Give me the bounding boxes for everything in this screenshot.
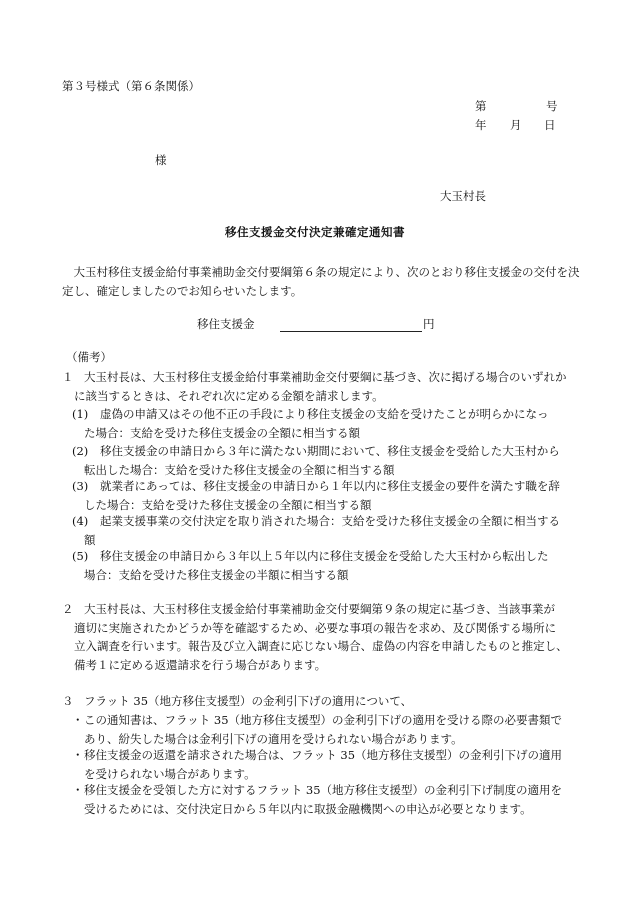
intro-paragraph: 大玉村移住支援金給付事業補助金交付要綱第６条の規定により、次のとおり移住支援金の交付を決定し、確定しましたのでお知らせいたします。 xyxy=(62,265,580,298)
note-1 xyxy=(62,368,582,405)
item-text: 虚偽の申請又はその他不正の手段により移住支援金の支給を受けたことが明らかになっ xyxy=(100,407,549,421)
date-day-label: 日 xyxy=(544,118,556,132)
document-number-prefix: 第 xyxy=(475,99,487,113)
bullet-text: 移住支援金を受領した方に対するフラット 35（地方移住支援型）の金利引下げ制度の適用を xyxy=(84,783,563,797)
note-3-bullet-2 xyxy=(72,746,582,783)
note-text: フラット 35（地方移住支援型）の金利引下げの適用について、 xyxy=(84,694,413,708)
note-1-item-5 xyxy=(72,547,582,584)
issuer-name: 大玉村長 xyxy=(440,189,486,203)
bullet-mark: ・ xyxy=(72,713,84,727)
note-text: 適切に実施されたかどうか等を確認するため、必要な事項の報告を求め、及び関係する場所に xyxy=(74,620,557,635)
date-month-label: 月 xyxy=(510,118,522,132)
item-number: (1) xyxy=(72,407,89,421)
item-number: (3) xyxy=(72,479,89,493)
bullet-text: あり、紛失した場合は金利引下げの適用を受けられない場合があります。 xyxy=(84,731,463,746)
amount-blank-line xyxy=(280,331,422,332)
note-2 xyxy=(62,600,582,674)
item-text: 転出した場合：支給を受けた移住支援金の全額に相当する額 xyxy=(84,462,395,477)
note-1-item-4 xyxy=(72,512,582,549)
note-number: ３ xyxy=(62,694,74,708)
item-text: 場合：支給を受けた移住支援金の半額に相当する額 xyxy=(84,567,349,582)
bullet-text: を受けられない場合があります。 xyxy=(84,766,256,781)
note-3 xyxy=(62,692,582,711)
bullet-text: 受けるためには、交付決定日から５年以内に取扱金融機関への申込が必要となります。 xyxy=(84,801,532,816)
note-1-item-1 xyxy=(72,405,582,442)
item-text: 起業支援事業の交付決定を取り消された場合：支給を受けた移住支援金の全額に相当する xyxy=(100,514,560,528)
bullet-text: この通知書は、フラット 35（地方移住支援型）の金利引下げの適用を受ける際の必要書類で xyxy=(84,713,563,727)
bullet-mark: ・ xyxy=(72,748,84,762)
addressee-honorific: 様 xyxy=(155,153,167,167)
document-number-suffix: 号 xyxy=(546,99,558,113)
document-title: 移住支援金交付決定兼確定通知書 xyxy=(225,225,405,239)
note-number: ２ xyxy=(62,602,74,616)
note-text: 立入調査を行います。報告及び立入調査に応じない場合、虚偽の内容を申請したものと推定し、 xyxy=(74,639,568,653)
amount-label: 移住支援金 xyxy=(197,317,255,331)
item-text: た場合：支給を受けた移住支援金の全額に相当する額 xyxy=(84,425,360,440)
bullet-text: 移住支援金の返還を請求された場合は、フラット 35（地方移住支援型）の金利引下げの適用 xyxy=(84,748,563,762)
date-year-label: 年 xyxy=(475,118,487,132)
note-number: １ xyxy=(62,370,74,384)
item-text: した場合：支給を受けた移住支援金の全額に相当する額 xyxy=(84,497,372,512)
item-text: 額 xyxy=(84,532,96,547)
bullet-mark: ・ xyxy=(72,783,84,797)
form-number-label: 第３号様式（第６条関係） xyxy=(62,79,200,93)
item-text: 移住支援金の申請日から３年以上５年以内に移住支援金を受給した大玉村から転出した xyxy=(100,549,549,563)
note-3-bullet-1 xyxy=(72,711,582,748)
note-text: 大玉村長は、大玉村移住支援金給付事業補助金交付要綱に基づき、次に掲げる場合のいずれか xyxy=(84,370,567,384)
note-1-item-2 xyxy=(72,442,582,479)
note-text: 大玉村長は、大玉村移住支援金給付事業補助金交付要綱第９条の規定に基づき、当該事業が xyxy=(84,602,556,616)
note-text: 備考１に定める返還請求を行う場合があります。 xyxy=(74,657,327,672)
note-3-bullet-3 xyxy=(72,781,582,818)
item-text: 就業者にあっては、移住支援金の申請日から１年以内に移住支援金の要件を満たす職を辞 xyxy=(100,479,560,493)
item-number: (2) xyxy=(72,444,89,458)
notes-heading: （備考） xyxy=(66,350,112,364)
item-text: 移住支援金の申請日から３年に満たない期間において、移住支援金を受給した大玉村から xyxy=(100,444,560,458)
item-number: (4) xyxy=(72,514,89,528)
note-1-item-3 xyxy=(72,477,582,514)
item-number: (5) xyxy=(72,549,89,563)
note-text: に該当するときは、それぞれ次に定める金額を請求します。 xyxy=(74,388,384,403)
amount-unit: 円 xyxy=(423,317,435,331)
